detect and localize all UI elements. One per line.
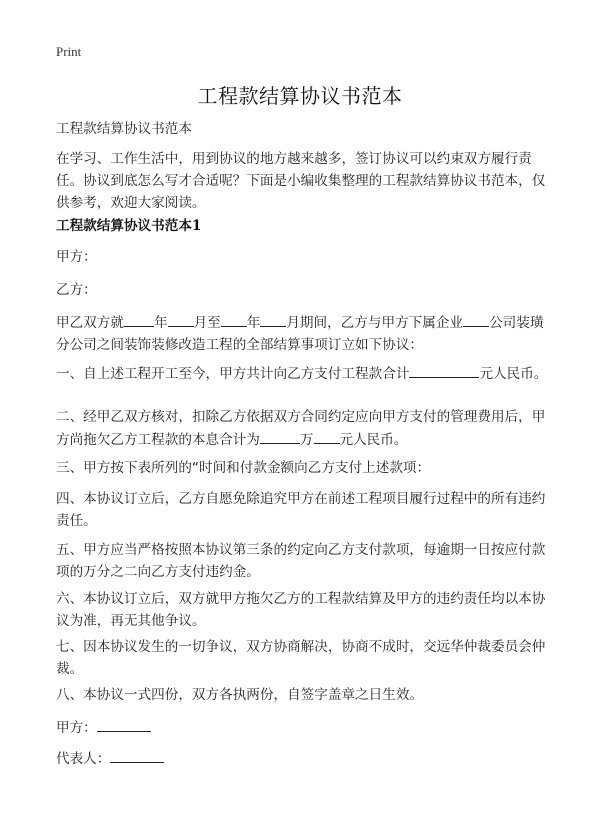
- blank-representative-signature[interactable]: [110, 747, 164, 763]
- party-a-label: 甲方：: [56, 249, 97, 265]
- clause-2: [56, 406, 550, 451]
- subtitle-text: 工程款结算协议书范本: [56, 121, 192, 137]
- blank-month-end[interactable]: [260, 311, 286, 327]
- parties-text-5: 月期间，乙方与甲方下属企业: [286, 315, 464, 331]
- parties-paragraph: [56, 311, 550, 356]
- blank-year-start[interactable]: [124, 311, 154, 327]
- parties-text-4: 年: [246, 315, 261, 331]
- blank-party-a-signature[interactable]: [97, 716, 151, 732]
- clause-5: 五、甲方应当严格按照本协议第三条的约定向乙方支付款项，每逾期一日按应付款项的万分之二向乙方支付违约金。: [56, 542, 546, 580]
- clause-8: 八、本协议一式四份，双方各执两份，自签字盖章之日生效。: [56, 687, 424, 703]
- clause-1-text-after: 元人民币。: [479, 366, 548, 382]
- clause-2-text-after: 元人民币。: [339, 432, 408, 448]
- clause-4: 四、本协议订立后，乙方自愿免除追究甲方在前述工程项目履行过程中的所有违约责任。: [56, 491, 546, 529]
- print-link[interactable]: Print: [56, 44, 82, 59]
- clause-3: 三、甲方按下表所列的“时间和付款金额向乙方支付上述款项：: [56, 460, 431, 476]
- clause-7: 七、因本协议发生的一切争议，双方协商解决，协商不成时，交远华仲裁委员会仲裁。: [56, 639, 546, 677]
- blank-amount-wan[interactable]: [260, 428, 300, 444]
- clause-1: [56, 362, 550, 385]
- intro-paragraph: 在学习、工作生活中，用到协议的地方越来越多，签订协议可以约束双方履行责任。协议到底怎么写才合适呢？下面是小编收集整理的工程款结算协议书范本，仅供参考，欢迎大家阅读。: [56, 151, 546, 211]
- section-heading-1: 工程款结算协议书范本1: [56, 218, 202, 234]
- parties-text-1: 甲乙双方就: [56, 315, 124, 331]
- clause-6: 六、本协议订立后，双方就甲方拖欠乙方的工程款结算及甲方的违约责任均以本协议为准，再无其他争议。: [56, 591, 546, 629]
- signature-representative: [56, 747, 550, 770]
- blank-year-end[interactable]: [221, 311, 247, 327]
- party-b-label: 乙方：: [56, 282, 97, 298]
- blank-company[interactable]: [463, 311, 489, 327]
- clause-1-text-before: 一、自上述工程开工至今，甲方共计向乙方支付工程款合计: [56, 366, 410, 382]
- parties-text-2: 年: [153, 315, 168, 331]
- parties-text-3: 月至: [193, 315, 221, 331]
- blank-month-start[interactable]: [168, 311, 194, 327]
- signature-party-a: [56, 716, 550, 739]
- blank-amount-yuan[interactable]: [314, 428, 340, 444]
- signature-party-a-label: 甲方：: [56, 720, 97, 736]
- page-title: 工程款结算协议书范本: [197, 84, 403, 108]
- signature-representative-label: 代表人：: [56, 751, 111, 767]
- clause-2-text-mid: 万: [299, 432, 314, 448]
- parties-text-6: 公司装璜分公司之间装饰装修改造工程的全部结算事项订立如下协议：: [56, 315, 544, 353]
- blank-total-paid[interactable]: [409, 362, 479, 378]
- clause-2-text-before: 二、经甲乙双方核对，扣除乙方依据双方合同约定应向甲方支付的管理费用后，甲方尚拖欠乙方工程款的本息合计为: [56, 409, 546, 448]
